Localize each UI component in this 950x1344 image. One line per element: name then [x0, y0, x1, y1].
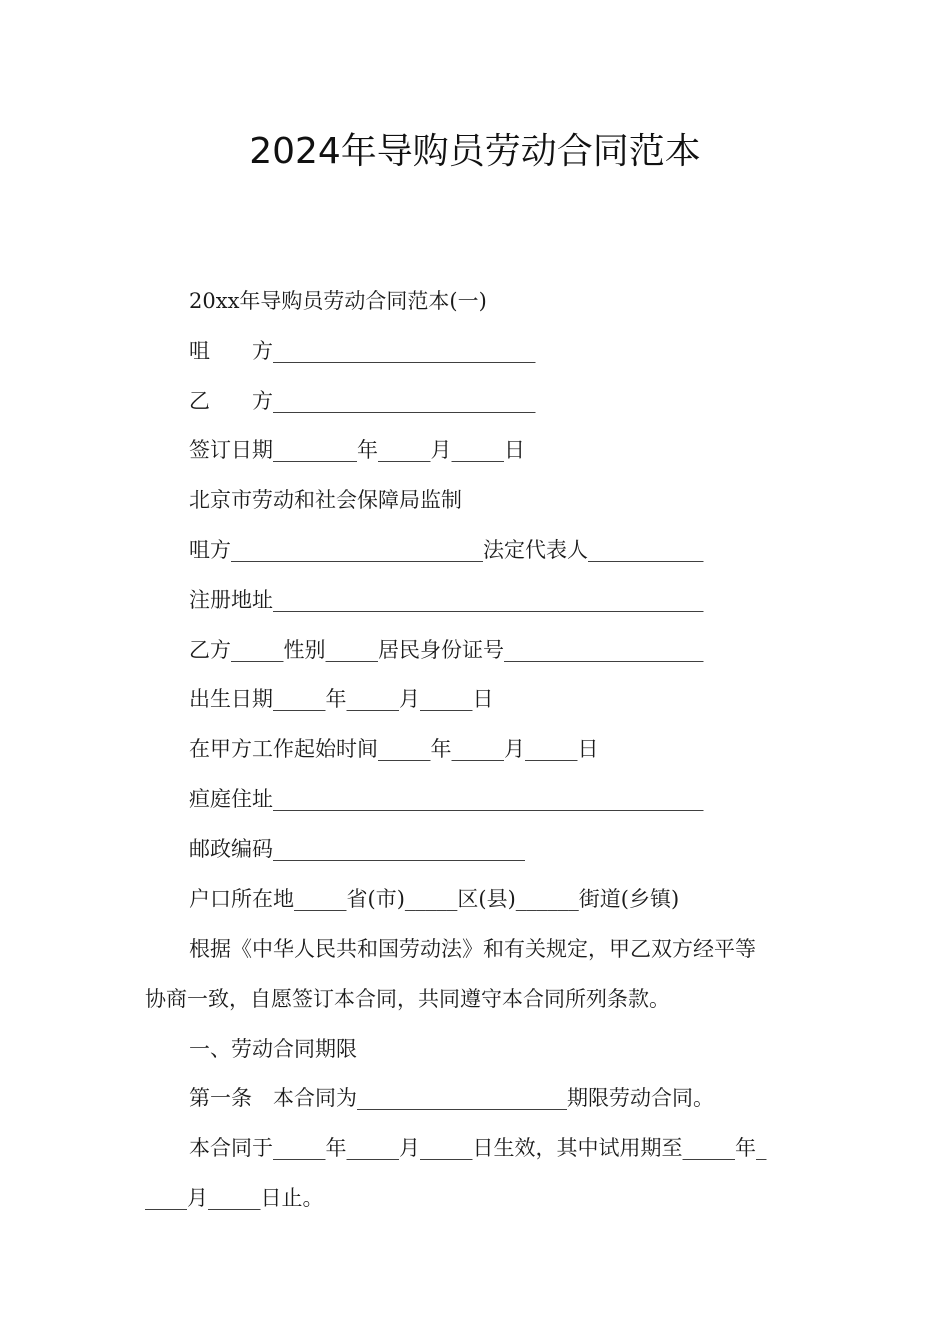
party-b-identity-field: 乙方_____性别_____居民身份证号___________________	[189, 638, 704, 662]
issuer-text: 北京市劳动和社会保障局监制	[189, 488, 462, 512]
signing-date-field: 签订日期________年_____月_____日	[189, 438, 525, 462]
household-registration-field: 户口所在地_____省(市)_____区(县)______街道(乡镇)	[189, 887, 680, 911]
party-a-representative-field: 咀方________________________法定代表人___________	[189, 538, 704, 562]
work-start-date-field: 在甲方工作起始时间_____年_____月_____日	[189, 737, 599, 761]
effective-date-line-1: 本合同于_____年_____月_____日生效，其中试用期至_____年_	[189, 1136, 767, 1160]
effective-date-line-2: ____月_____日止。	[145, 1186, 324, 1210]
section-heading-contract-term: 一、劳动合同期限	[189, 1037, 357, 1061]
article-one-text: 第一条 本合同为____________________期限劳动合同。	[189, 1086, 714, 1110]
party-a-field: 咀 方_________________________	[189, 339, 536, 363]
postal-code-field: 邮政编码________________________	[189, 837, 525, 861]
agreement-paragraph-line-1: 根据《中华人民共和国劳动法》和有关规定，甲乙双方经平等	[189, 937, 756, 961]
contract-subtitle: 20xx年导购员劳动合同范本(一)	[189, 289, 487, 313]
birth-date-field: 出生日期_____年_____月_____日	[189, 687, 494, 711]
home-address-field: 疸庭住址_________________________________________	[189, 787, 704, 811]
agreement-paragraph-line-2: 协商一致，自愿签订本合同，共同遵守本合同所列条款。	[145, 987, 670, 1011]
registered-address-field: 注册地址_________________________________________	[189, 588, 704, 612]
party-b-field: 乙 方_________________________	[189, 389, 536, 413]
document-title: 2024年导购员劳动合同范本	[249, 131, 701, 172]
